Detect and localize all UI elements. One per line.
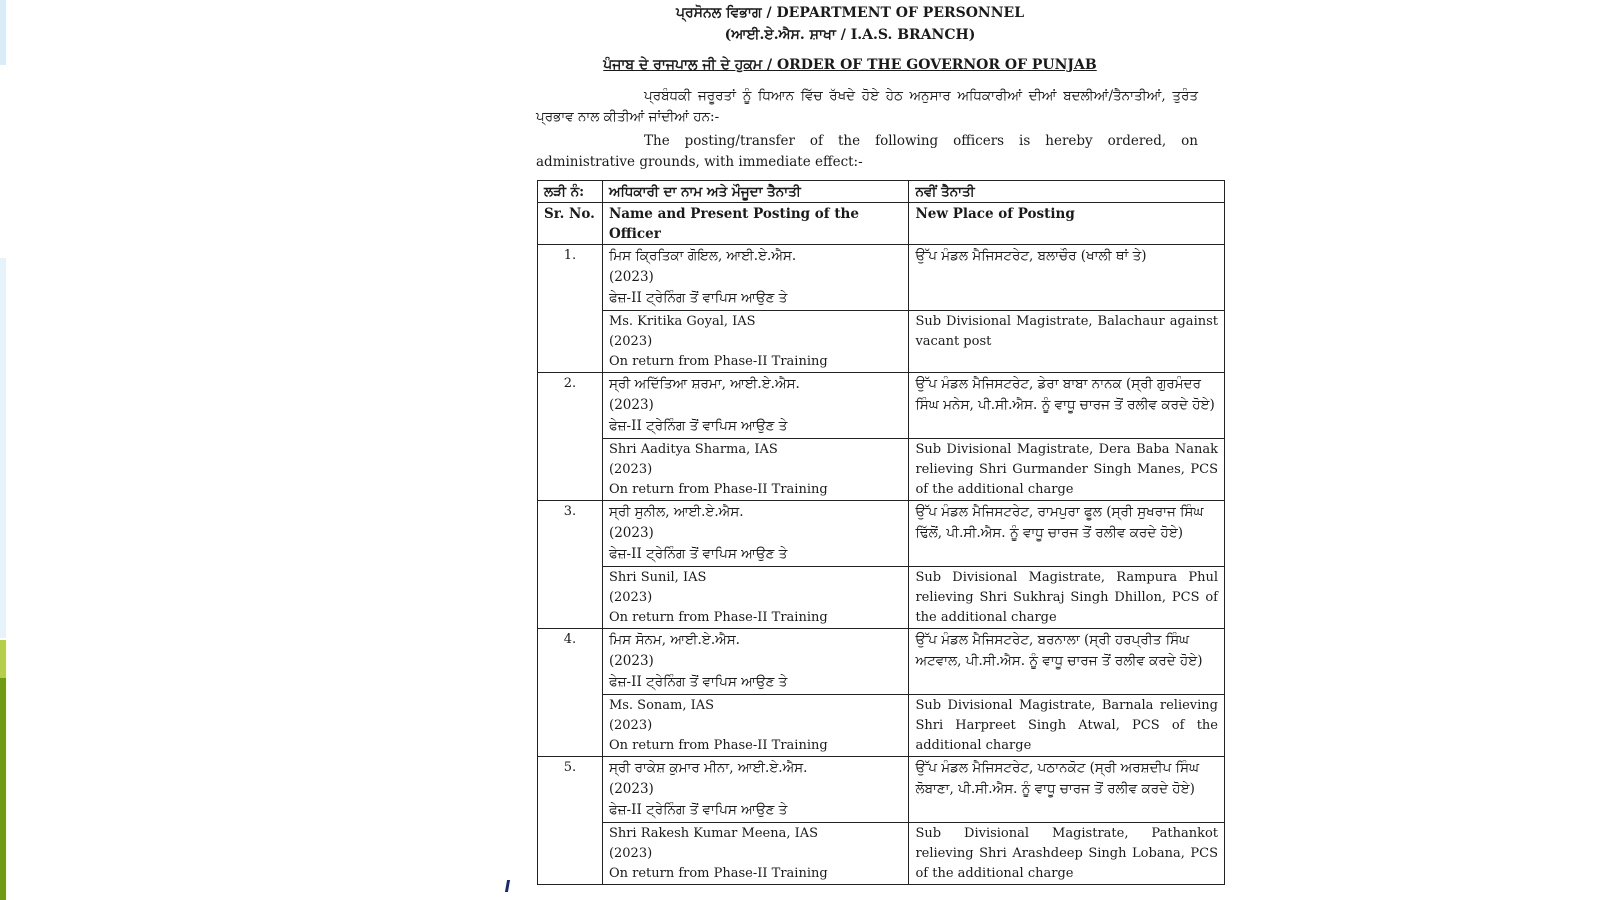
- sr-number: 1.: [538, 245, 603, 373]
- table-row: [538, 567, 1225, 629]
- header-name-pa: ਅਧਿਕਾਰੀ ਦਾ ਨਾਮ ਅਤੇ ਮੌਜੂਦਾ ਤੈਨਾਤੀ: [602, 181, 909, 203]
- officer-english: [602, 695, 909, 757]
- header-sr-en: Sr. No.: [538, 203, 603, 245]
- department-heading: ਪ੍ਰਸੋਨਲ ਵਿਭਾਗ / DEPARTMENT OF PERSONNEL: [675, 5, 1025, 21]
- present-posting: ਫੇਜ਼-II ਟ੍ਰੇਨਿੰਗ ਤੋਂ ਵਾਪਿਸ ਆਉਣ ਤੇ: [608, 418, 788, 434]
- left-edge-strip: [0, 678, 6, 900]
- header-posting-pa: ਨਵੀਂ ਤੈਨਾਤੀ: [909, 181, 1225, 203]
- officer-name: Ms. Sonam, IAS: [608, 698, 715, 713]
- left-edge-strip: [0, 640, 6, 678]
- officer-punjabi: [602, 245, 909, 311]
- officer-english: [602, 311, 909, 373]
- branch-heading: (ਆਈ.ਏ.ਐਸ. ਸ਼ਾਖਾ / I.A.S. BRANCH): [724, 27, 976, 43]
- sr-number: 2.: [538, 373, 603, 501]
- sr-number: 3.: [538, 501, 603, 629]
- table-row: [538, 311, 1225, 373]
- batch-year: (2023): [608, 781, 654, 797]
- present-posting: On return from Phase-II Training: [608, 354, 828, 369]
- batch-year: (2023): [608, 590, 653, 605]
- present-posting: On return from Phase-II Training: [608, 866, 828, 881]
- order-title: ਪੰਜਾਬ ਦੇ ਰਾਜਪਾਲ ਜੀ ਦੇ ਹੁਕਮ / ORDER OF THE GOVERNOR OF PUNJAB: [603, 57, 1097, 73]
- batch-year: (2023): [608, 334, 653, 349]
- officer-name: Shri Sunil, IAS: [608, 570, 707, 585]
- table-row: [538, 245, 1225, 311]
- officer-punjabi: [602, 373, 909, 439]
- new-posting-english: Sub Divisional Magistrate, Rampura Phul relieving Shri Sukhraj Singh Dhillon, PCS of the additional charge: [909, 567, 1225, 629]
- officer-name: ਮਿਸ ਕ੍ਰਿਤਿਕਾ ਗੋਇਲ, ਆਈ.ਏ.ਐਸ.: [608, 248, 797, 264]
- officer-punjabi: [602, 757, 909, 823]
- officer-name: Ms. Kritika Goyal, IAS: [608, 314, 756, 329]
- new-posting-punjabi: ਉੱਪ ਮੰਡਲ ਮੈਜਿਸਟਰੇਟ, ਬਰਨਾਲਾ (ਸ੍ਰੀ ਹਰਪ੍ਰੀਤ ਸਿੰਘ ਅਟਵਾਲ, ਪੀ.ਸੀ.ਐਸ. ਨੂੰ ਵਾਧੂ ਚਾਰਜ ਤੋਂ ਰਲੀਵ ਕਰਦੇ ਹੋਏ): [909, 629, 1225, 695]
- cursor-mark: [505, 880, 510, 892]
- table-row: [538, 439, 1225, 501]
- officer-english: [602, 567, 909, 629]
- officer-name: ਸ੍ਰੀ ਰਾਕੇਸ਼ ਕੁਮਾਰ ਮੀਨਾ, ਆਈ.ਏ.ਐਸ.: [608, 760, 808, 776]
- posting-table: [537, 180, 1225, 885]
- sr-number: 5.: [538, 757, 603, 885]
- batch-year: (2023): [608, 525, 654, 541]
- new-posting-punjabi: ਉੱਪ ਮੰਡਲ ਮੈਜਿਸਟਰੇਟ, ਰਾਮਪੁਰਾ ਫੂਲ (ਸ੍ਰੀ ਸੁਖਰਾਜ ਸਿੰਘ ਢਿੱਲੋਂ, ਪੀ.ਸੀ.ਐਸ. ਨੂੰ ਵਾਧੂ ਚਾਰਜ ਤੋਂ ਰਲੀਵ ਕਰਦੇ ਹੋਏ): [909, 501, 1225, 567]
- header-name-en: Name and Present Posting of the Officer: [602, 203, 909, 245]
- officer-name: Shri Aaditya Sharma, IAS: [608, 442, 778, 457]
- header-posting-en: New Place of Posting: [909, 203, 1225, 245]
- officer-punjabi: [602, 501, 909, 567]
- table-row: [538, 823, 1225, 885]
- present-posting: ਫੇਜ਼-II ਟ੍ਰੇਨਿੰਗ ਤੋਂ ਵਾਪਿਸ ਆਉਣ ਤੇ: [608, 290, 788, 306]
- table-row: [538, 757, 1225, 823]
- officer-punjabi: [602, 629, 909, 695]
- new-posting-punjabi: ਉੱਪ ਮੰਡਲ ਮੈਜਿਸਟਰੇਟ, ਬਲਾਚੌਰ (ਖਾਲੀ ਥਾਂ ਤੇ): [909, 245, 1225, 311]
- new-posting-english: Sub Divisional Magistrate, Pathankot relieving Shri Arashdeep Singh Lobana, PCS of the additional charge: [909, 823, 1225, 885]
- batch-year: (2023): [608, 718, 653, 733]
- officer-english: [602, 439, 909, 501]
- table-row: [538, 501, 1225, 567]
- intro-english: The posting/transfer of the following officers is hereby ordered, on administrative grounds, with immediate effect:-: [536, 133, 1198, 170]
- officer-name: ਸ੍ਰੀ ਅਦਿੱਤਿਆ ਸ਼ਰਮਾ, ਆਈ.ਏ.ਐਸ.: [608, 376, 800, 392]
- present-posting: On return from Phase-II Training: [608, 738, 828, 753]
- intro-punjabi: ਪ੍ਰਬੰਧਕੀ ਜਰੂਰਤਾਂ ਨੂੰ ਧਿਆਨ ਵਿੱਚ ਰੱਖਦੇ ਹੋਏ ਹੇਠ ਅਨੁਸਾਰ ਅਧਿਕਾਰੀਆਂ ਦੀਆਂ ਬਦਲੀਆਂ/ਤੈਨਾਤੀਆਂ, ਤੁਰੰਤ ਪ੍ਰਭਾਵ ਨਾਲ ਕੀਤੀਆਂ ਜਾਂਦੀਆਂ ਹਨ:-: [536, 88, 1198, 125]
- new-posting-english: Sub Divisional Magistrate, Balachaur against vacant post: [909, 311, 1225, 373]
- batch-year: (2023): [608, 269, 654, 285]
- left-edge-strip: [0, 258, 6, 638]
- new-posting-punjabi: ਉੱਪ ਮੰਡਲ ਮੈਜਿਸਟਰੇਟ, ਡੇਰਾ ਬਾਬਾ ਨਾਨਕ (ਸ੍ਰੀ ਗੁਰਮੰਦਰ ਸਿੰਘ ਮਨੇਸ, ਪੀ.ਸੀ.ਐਸ. ਨੂੰ ਵਾਧੂ ਚਾਰਜ ਤੋਂ ਰਲੀਵ ਕਰਦੇ ਹੋਏ): [909, 373, 1225, 439]
- batch-year: (2023): [608, 846, 653, 861]
- present-posting: On return from Phase-II Training: [608, 610, 828, 625]
- new-posting-punjabi: ਉੱਪ ਮੰਡਲ ਮੈਜਿਸਟਰੇਟ, ਪਠਾਨਕੋਟ (ਸ੍ਰੀ ਅਰਸ਼ਦੀਪ ਸਿੰਘ ਲੋਬਾਣਾ, ਪੀ.ਸੀ.ਐਸ. ਨੂੰ ਵਾਧੂ ਚਾਰਜ ਤੋਂ ਰਲੀਵ ਕਰਦੇ ਹੋਏ): [909, 757, 1225, 823]
- new-posting-english: Sub Divisional Magistrate, Dera Baba Nanak relieving Shri Gurmander Singh Manes, PCS of the additional charge: [909, 439, 1225, 501]
- table-header-row: [538, 203, 1225, 245]
- batch-year: (2023): [608, 653, 654, 669]
- batch-year: (2023): [608, 462, 653, 477]
- batch-year: (2023): [608, 397, 654, 413]
- present-posting: On return from Phase-II Training: [608, 482, 828, 497]
- new-posting-english: Sub Divisional Magistrate, Barnala relieving Shri Harpreet Singh Atwal, PCS of the additional charge: [909, 695, 1225, 757]
- header-sr-pa: ਲੜੀ ਨੰ:: [538, 181, 603, 203]
- present-posting: ਫੇਜ਼-II ਟ੍ਰੇਨਿੰਗ ਤੋਂ ਵਾਪਿਸ ਆਉਣ ਤੇ: [608, 674, 788, 690]
- officer-name: ਮਿਸ ਸੋਨਮ, ਆਈ.ਏ.ਐਸ.: [608, 632, 740, 648]
- table-row: [538, 629, 1225, 695]
- officer-name: ਸ੍ਰੀ ਸੁਨੀਲ, ਆਈ.ਏ.ਐਸ.: [608, 504, 744, 520]
- table-row: [538, 373, 1225, 439]
- table-header-row: [538, 181, 1225, 203]
- officer-name: Shri Rakesh Kumar Meena, IAS: [608, 826, 819, 841]
- present-posting: ਫੇਜ਼-II ਟ੍ਰੇਨਿੰਗ ਤੋਂ ਵਾਪਿਸ ਆਉਣ ਤੇ: [608, 802, 788, 818]
- sr-number: 4.: [538, 629, 603, 757]
- table-row: [538, 695, 1225, 757]
- present-posting: ਫੇਜ਼-II ਟ੍ਰੇਨਿੰਗ ਤੋਂ ਵਾਪਿਸ ਆਉਣ ਤੇ: [608, 546, 788, 562]
- officer-english: [602, 823, 909, 885]
